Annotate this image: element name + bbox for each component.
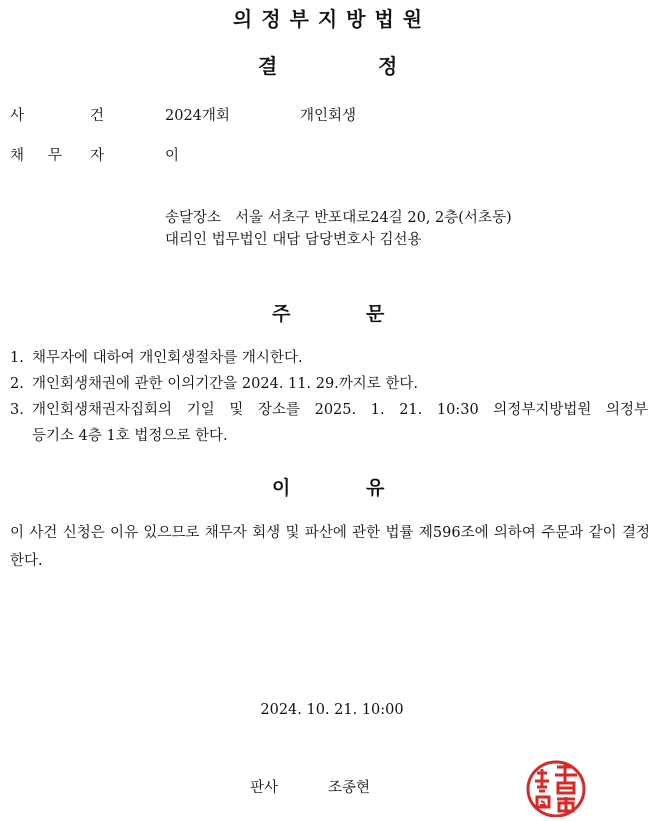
order-item-text: 개인회생채권에 관한 이의기간을 2024. 11. 29.까지로 한다. [32, 376, 419, 392]
reasons-heading-char-1: 이 [272, 477, 291, 499]
order-item-number: 1. [10, 350, 24, 366]
reasons-text: 이 사건 신청은 이유 있으므로 채무자 회생 및 파산에 관한 법률 제596조에 의하여 주문과 같이 결정한다. [10, 525, 650, 569]
case-name: 개인회생 [300, 108, 357, 124]
debtor-label-char-1: 채 [10, 148, 25, 164]
reasons-heading-char-2: 유 [366, 477, 385, 499]
order-item-3-continuation: 등기소 4층 1호 법정으로 한다. [32, 428, 228, 444]
agent-line: 대리인 법무법인 대담 담당변호사 김선용 [165, 232, 422, 248]
court-name: 의정부지방법원 [232, 7, 432, 31]
order-item-number: 3. [10, 402, 24, 418]
delivery-address-line [165, 206, 512, 227]
order-item-3 [10, 398, 650, 419]
case-label-char-2: 건 [90, 108, 105, 124]
delivery-label: 송달장소 [165, 210, 222, 226]
order-item-text: 채무자에 대하여 개인회생절차를 개시한다. [32, 350, 303, 366]
judge-name: 조종현 [328, 780, 371, 796]
debtor-label-char-3: 자 [90, 148, 105, 164]
judge-title: 판사 [250, 780, 279, 796]
delivery-address: 서울 서초구 반포대로24길 20, 2층(서초동) [235, 210, 512, 226]
order-item-number: 2. [10, 376, 24, 392]
court-seal-icon [525, 757, 587, 817]
debtor-label-char-2: 무 [48, 148, 63, 164]
order-heading-char-2: 문 [366, 303, 385, 325]
order-item-1 [10, 346, 303, 367]
order-heading-char-1: 주 [272, 303, 291, 325]
order-item-2 [10, 372, 418, 393]
debtor-name: 이 [165, 148, 180, 164]
doc-type-char-1: 결 [258, 54, 278, 78]
order-item-text: 개인회생채권자집회의 기일 및 장소를 2025. 1. 21. 10:30 의정부지방법원 의정부 [32, 402, 648, 418]
case-label-char-1: 사 [10, 108, 25, 124]
decision-date: 2024. 10. 21. 10:00 [260, 702, 404, 718]
doc-type-char-2: 정 [378, 54, 398, 78]
case-number: 2024개회 [165, 108, 230, 124]
